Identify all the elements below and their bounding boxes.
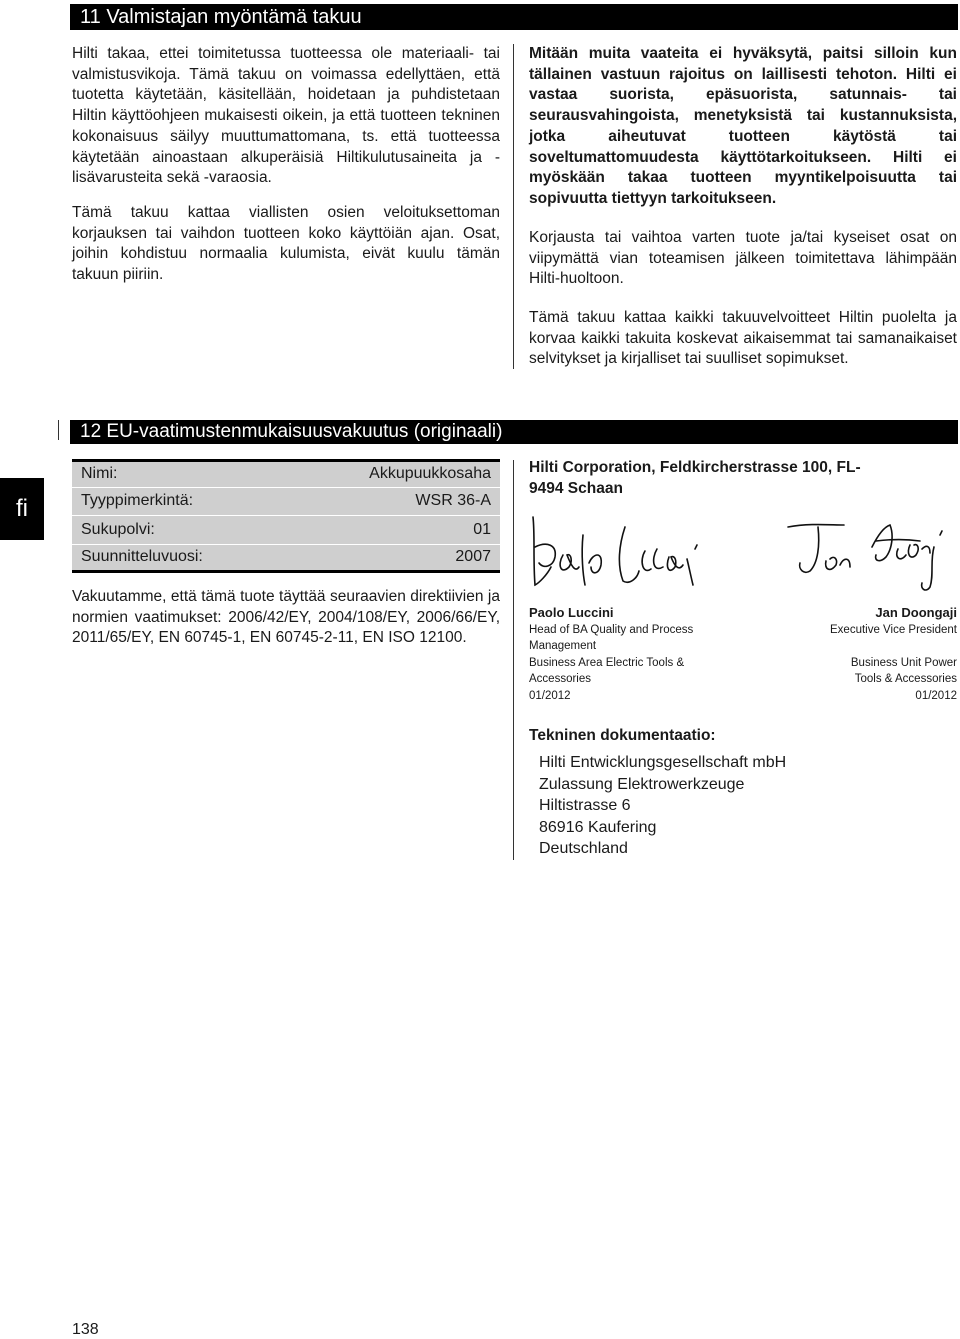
- signer2-name: Jan Doongaji: [875, 605, 957, 620]
- conformity-declaration: Vakuutamme, että tämä tuote täyttää seuraavien direktiivien ja normien vaatimukset: 2006/42/EY, 2004/108/EY, 2006/66/EY, 2011/65/EY, EN 60745-1, EN 60745-2-11, EN ISO 12100.: [72, 588, 500, 647]
- spec-row-name: [72, 459, 500, 488]
- warranty-paragraph-5: Tämä takuu kattaa kaikki takuuvelvoitteet Hiltin puolelta ja korvaa kaikki takuita koskevat aikaisemmat tai samanaikaiset selvitykset ja kirjalliset tai suulliset sopimukset.: [529, 309, 957, 368]
- product-spec-table: [72, 459, 500, 573]
- address-line: Deutschland: [539, 840, 628, 857]
- section-11-heading: 11 Valmistajan myöntämä takuu: [70, 4, 958, 30]
- column-divider: [513, 460, 514, 860]
- spec-row-generation: [72, 516, 500, 545]
- spec-label: Nimi:: [81, 465, 118, 483]
- column-divider: [513, 44, 514, 369]
- spec-row-design-year: [72, 545, 500, 574]
- signature-paolo-luccini: [527, 505, 707, 595]
- warranty-paragraph-2: Tämä takuu kattaa viallisten osien veloituksettoman korjauksen tai vaihdon tuotteen koko käyttöiän ajan. Osat, joihin kohdistuu normaalia kulumista, eivät kuulu tämän takuun piiriin.: [72, 204, 500, 284]
- signer1-name: Paolo Luccini: [529, 605, 614, 620]
- spec-value: 2007: [455, 548, 491, 566]
- tech-doc-address: [539, 752, 786, 860]
- signer1-department: Business Area Electric Tools & Accessories: [529, 657, 685, 686]
- spec-label: Tyyppimerkintä:: [81, 492, 194, 510]
- heading-tick: [58, 420, 59, 440]
- signer2-department-line2: Tools & Accessories: [854, 673, 957, 685]
- section-12-heading: 12 EU-vaatimustenmukaisuusvakuutus (originaali): [70, 420, 958, 444]
- signer1-title: Head of BA Quality and Process Management: [529, 624, 694, 653]
- address-line: Hilti Entwicklungsgesellschaft mbH: [539, 754, 787, 771]
- address-line: Zulassung Elektrowerkzeuge: [539, 775, 745, 793]
- spec-row-type: [72, 488, 500, 517]
- tech-doc-heading: Tekninen dokumentaatio:: [529, 727, 716, 744]
- warranty-paragraph-1: Hilti takaa, ettei toimitetussa tuotteessa ole materiaali- tai valmistusvikoja. Tämä takuu on voimassa edellyttäen, että tuotetta käytetään, käsitellään, hoidetaan ja puhdistetaan Hiltin käyttöohjeen mukaisesti oikein, ja että tuotteen tekninen kokonaisuus säilyy muuttumattomana, ts. että tuotteessa käytetään ainoastaan alkuperäisiä Hiltikulutusaineita ja -lisävarusteita sekä -varaosia.: [72, 45, 500, 187]
- signer1-date: 01/2012: [529, 690, 571, 702]
- signer2-department-line1: Business Unit Power: [850, 657, 957, 669]
- page-number: 138: [72, 1321, 99, 1338]
- warranty-paragraph-3: Mitään muita vaateita ei hyväksytä, paitsi silloin kun tällainen vastuun rajoitus on laillisesti tehoton. Hilti ei vastaa suorista, epäsuorista, satunnais- tai seurausvahingoista, menetyksistä tai kustannuksista, jotka aiheutuvat tuotteen käytöstä tai soveltumattomuudesta käyttötarkoitukseen. Hilti ei myöskään takaa tuotteen myyntikelpoisuutta tai sopivuutta tiettyyn tarkoitukseen.: [529, 45, 957, 207]
- spec-value: WSR 36-A: [415, 492, 491, 510]
- spec-value: Akkupuukkosaha: [369, 465, 491, 483]
- spec-value: 01: [473, 520, 491, 538]
- warranty-paragraph-4: Korjausta tai vaihtoa varten tuote ja/tai kyseiset osat on viipymättä vian toteamisen jälkeen toimitettava lähimpään Hilti-huoltoon.: [529, 229, 957, 288]
- address-line: Hiltistrasse 6: [539, 797, 631, 814]
- address-line: 86916 Kaufering: [539, 818, 657, 836]
- signature-jan-doongaji: [780, 505, 960, 595]
- signer2-date: 01/2012: [915, 690, 957, 702]
- spec-label: Sukupolvi:: [81, 520, 155, 538]
- language-tab: fi: [0, 478, 44, 540]
- company-address: Hilti Corporation, Feldkircherstrasse 100, FL-9494 Schaan: [529, 459, 861, 497]
- signer2-title: Executive Vice President: [830, 624, 957, 636]
- spec-label: Suunnitteluvuosi:: [81, 548, 203, 566]
